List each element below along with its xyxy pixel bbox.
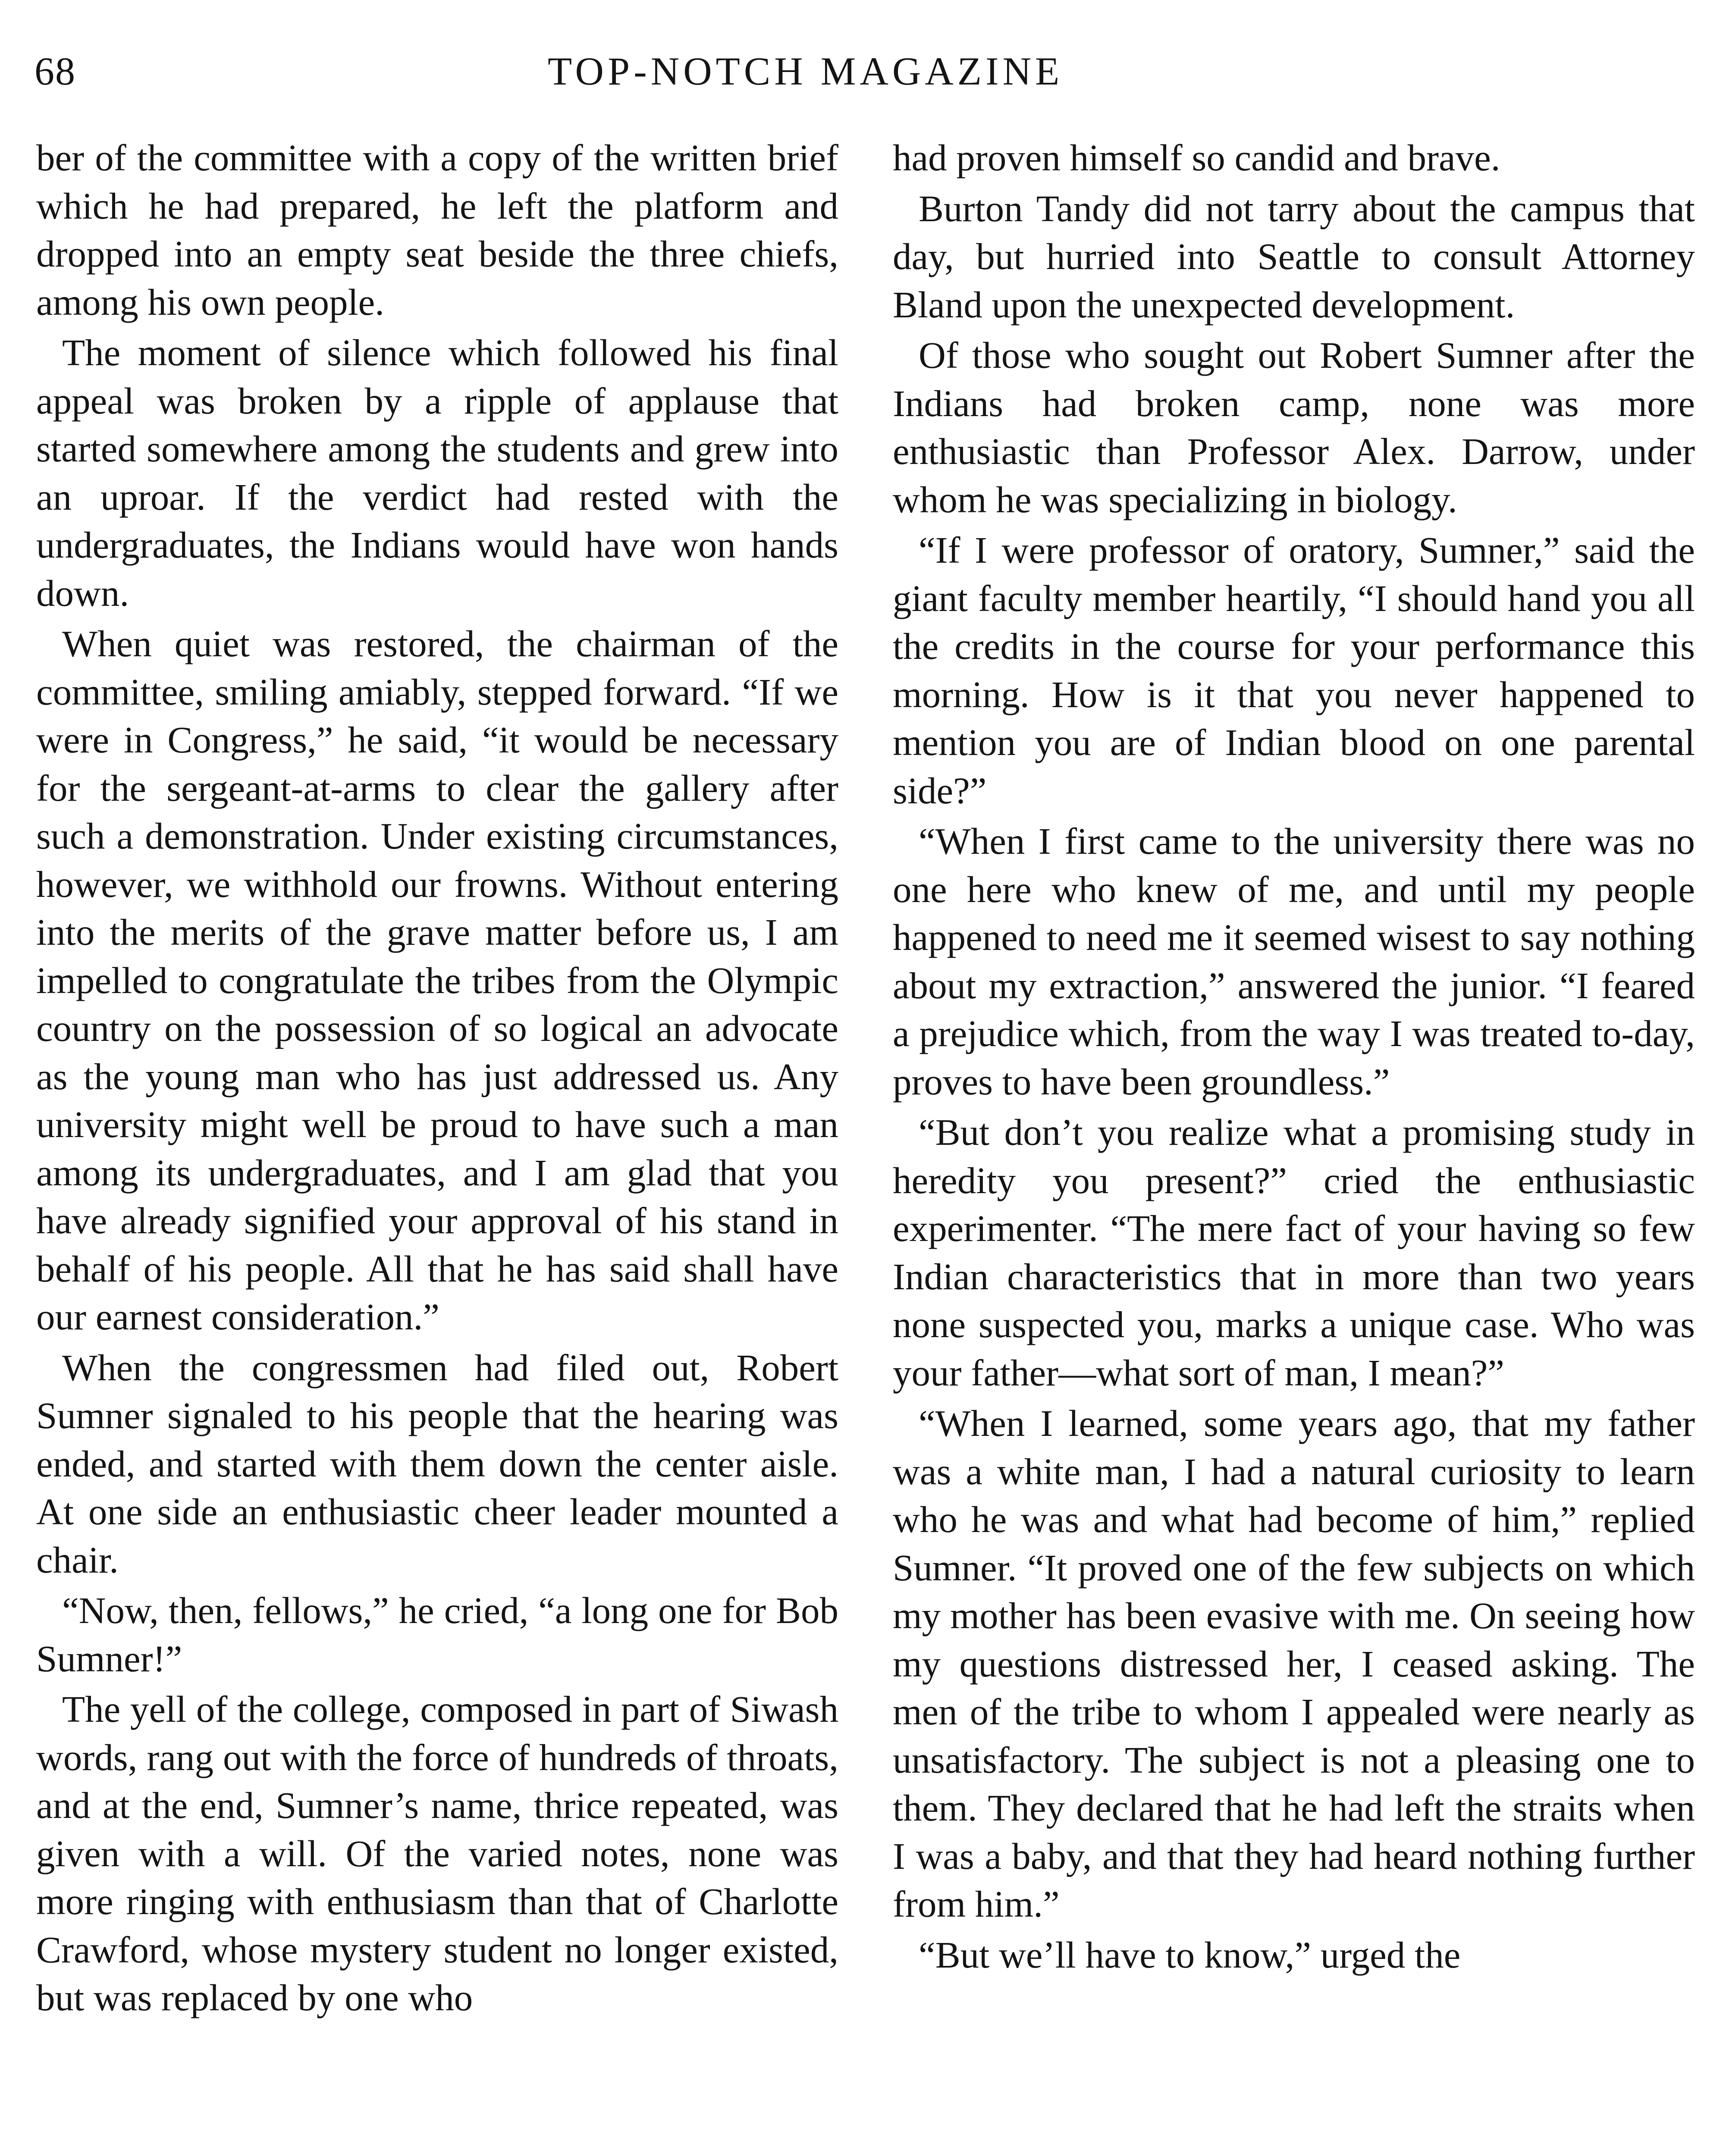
paragraph: ber of the committee with a copy of the written brief which he had prepared, he left the platform and dropped into an empty seat beside the three chiefs, among his own people. xyxy=(36,137,838,323)
paragraph: Of those who sought out Robert Sumner after the Indians had broken camp, none was more enthusiastic than Professor Alex. Darrow, under whom he was specializing in biology. xyxy=(893,334,1695,520)
paragraph: had proven himself so candid and brave. xyxy=(893,137,1500,179)
paragraph: “When I first came to the university there was no one here who knew of me, and until my people happened to need me it seemed wisest to say nothing about my extraction,” answered the junior. “I feared a prejudice which, from the way I was treated to-day, proves to have been groundless.” xyxy=(893,820,1695,1103)
paragraph: When quiet was restored, the chairman of the committee, smiling amiably, stepped forward. “If we were in Congress,” he said, “it would be necessary for the sergeant-at-arms to clear the gallery after such a demonstration. Under existing circumstances, however, we withhold our frowns. Without entering into the merits of the grave matter before us, I am impelled to congratulate the tribes from the Olympic country on the possession of so logical an advocate as the young man who has just addressed us. Any university might well be proud to have such a man among its undergraduates, and I am glad that you have already signified your approval of his stand in behalf of his people. All that he has said shall have our earnest consideration.” xyxy=(36,623,838,1338)
paragraph: The moment of silence which followed his final appeal was broken by a ripple of applause that started somewhere among the students and grew into an uproar. If the verdict had rested with the undergraduates, the Indians would have won hands down. xyxy=(36,332,838,614)
right-column xyxy=(893,134,1695,1981)
paragraph: “When I learned, some years ago, that my father was a white man, I had a natural curiosity to learn who he was and what had become of him,” replied Sumner. “It proved one of the few subjects on which my mother has been evasive with me. On seeing how my questions distressed her, I ceased asking. The men of the tribe to whom I appealed were nearly as unsatisfactory. The subject is not a pleasing one to them. They declared that he had left the straits when I was a baby, and that they had heard nothing further from him.” xyxy=(893,1402,1695,1925)
paragraph: Burton Tandy did not tarry about the campus that day, but hurried into Seattle to consult Attorney Bland upon the unexpected development. xyxy=(893,187,1695,326)
running-head: TOP-NOTCH MAGAZINE xyxy=(548,49,1064,93)
paragraph: “Now, then, fellows,” he cried, “a long one for Bob Sumner!” xyxy=(36,1589,838,1680)
paragraph: “But don’t you realize what a promising study in heredity you present?” cried the enthusiastic experimenter. “The mere fact of your having so few Indian characteristics that in more than two years none suspected you, marks a unique case. Who was your father—what sort of man, I mean?” xyxy=(893,1111,1695,1394)
paragraph: When the congressmen had filed out, Robert Sumner signaled to his people that the hearing was ended, and started with them down the center aisle. At one side an enthusiastic cheer leader mounted a chair. xyxy=(36,1346,838,1581)
paragraph: The yell of the college, composed in part of Siwash words, rang out with the force of hundreds of throats, and at the end, Sumner’s name, thrice repeated, was given with a will. Of the varied notes, none was more ringing with enthusiasm than that of Charlotte Crawford, whose mystery student no longer existed, but was replaced by one who xyxy=(36,1688,838,2018)
page-number: 68 xyxy=(35,49,76,93)
left-column xyxy=(36,134,838,2024)
paragraph: “But we’ll have to know,” urged the xyxy=(919,1934,1461,1976)
page-header xyxy=(35,43,1695,99)
paragraph: “If I were professor of oratory, Sumner,” said the giant faculty member heartily, “I should hand you all the credits in the course for your performance this morning. How is it that you never happened to mention you are of Indian blood on one parental side?” xyxy=(893,529,1695,812)
